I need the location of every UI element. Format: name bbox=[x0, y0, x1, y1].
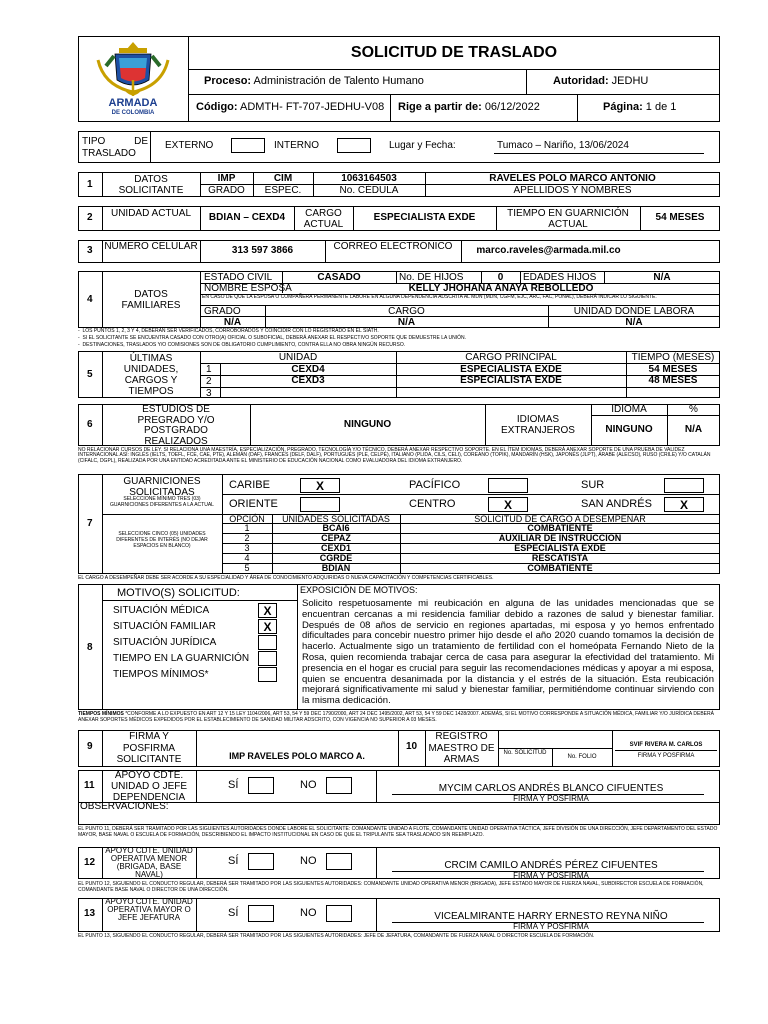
sur-label: SUR bbox=[581, 479, 605, 491]
section-4-number: 4 bbox=[87, 294, 93, 305]
apoyo-no-label: NO bbox=[300, 907, 317, 919]
maestro-armas-firma[interactable]: SVIF RIVERA M. CARLOS bbox=[629, 742, 703, 748]
section-2-label: UNIDAD ACTUAL bbox=[110, 208, 191, 219]
idioma-header: IDIOMA bbox=[611, 404, 647, 415]
opcion-number: 2 bbox=[244, 533, 250, 543]
pagina-field: Página: 1 de 1 bbox=[603, 101, 677, 113]
apoyo-12-firma-label: FIRMA Y POSFIRMA bbox=[513, 871, 589, 880]
cargo-note: EL CARGO A DESEMPEÑAR DEBE SER ACORDE A SU ESPECIALIDAD Y ÁREA DE CONOCIMIENTO ADQUIRIDAS O NUEVA CAPACITACIÓN Y COMPETENCIAS CERTIFICABLES. bbox=[78, 575, 494, 581]
apoyo-12-firma[interactable]: CRCIM CAMILO ANDRÉS PÉREZ CIFUENTES bbox=[444, 860, 658, 871]
esposa-unidad-label: UNIDAD DONDE LABORA bbox=[573, 306, 695, 317]
motivo-minimos-checkbox[interactable] bbox=[258, 667, 277, 682]
solicitante-cedula[interactable]: 1063164503 bbox=[341, 173, 397, 184]
proceso-field: Proceso: Administración de Talento Humano bbox=[204, 75, 424, 87]
apoyo-si-label: SÍ bbox=[228, 855, 239, 867]
centro-checkbox[interactable]: X bbox=[488, 497, 528, 512]
apoyo-si-label: SÍ bbox=[228, 779, 239, 791]
esposa-note: EN CASO DE QUE LA ESPOSA O COMPAÑERA PERMANENTE LABORE EN ALGUNA DEPENDENCIA ADSCRITA AL MDN (MDN, CGFM, EJC, ARC, FAC, PONAL), DEBERÁ INDICAR LO SIGUIENTE. bbox=[202, 294, 657, 300]
cargo-actual-label: CARGO ACTUAL bbox=[303, 208, 344, 230]
oriente-label: ORIENTE bbox=[229, 498, 278, 510]
ultimas-unidad-header: UNIDAD bbox=[278, 352, 318, 363]
hijos-value[interactable]: 0 bbox=[497, 272, 504, 283]
exposicion-text[interactable]: Solicito respetuosamente mi reubicación en alguna de las unidades mencionadas que se encuentran cercanas a mi residencia familiar debido a razones de salud y bienestar familiar. Después de 08 años de servicio en regiones apartadas, mi esposa y yo hemos enfrentado dificultades para concebir nuestro primer hijo desde el año 2020 cuando tomamos la decisión de hacerlo. Actualmente sigo un tratamiento de fertilidad con el homeópata Fernando Nieto de la Rosa, quien recomienda trabajar cerca de casa para asegurar la efectividad del tratamiento. Mi presencia en el hogar es crucial para seguir las recomendaciones médicas y apoyar a mi esposa, quien se encuentra desanimada por la distancia y el estrés de la situación. Esta reubicación mejorará significativamente mi salud y bienestar familiar, permitiéndome continuar sirviendo con la misma dedicación. bbox=[302, 598, 714, 707]
estudios-value[interactable]: NINGUNO bbox=[343, 419, 392, 430]
section-12-number: 12 bbox=[84, 857, 96, 868]
esposa-grado-label: GRADO bbox=[204, 306, 241, 317]
apoyo-no-checkbox[interactable] bbox=[326, 905, 352, 922]
motivo-juridica-checkbox[interactable] bbox=[258, 635, 277, 650]
section-7-number: 7 bbox=[87, 518, 93, 529]
apoyo-si-label: SÍ bbox=[228, 907, 239, 919]
unidad-solicitada[interactable]: BDIAN bbox=[321, 563, 351, 573]
interno-checkbox[interactable] bbox=[337, 138, 371, 153]
table-row-number: 2 bbox=[206, 376, 212, 387]
motivo-guarnicion-label: TIEMPO EN LA GUARNICIÓN bbox=[113, 653, 250, 664]
section-1-label: DATOS SOLICITANTE bbox=[118, 174, 184, 196]
observaciones-label[interactable]: OBSERVACIONES: bbox=[80, 801, 169, 812]
cargo-solicitado[interactable]: AUXILIAR DE INSTRUCCION bbox=[498, 533, 622, 543]
solicitante-nombre[interactable]: RAVELES POLO MARCO ANTONIO bbox=[489, 173, 656, 184]
no-folio-label: No. FOLIO bbox=[567, 754, 597, 760]
cargo-actual[interactable]: ESPECIALISTA EXDE bbox=[373, 212, 476, 223]
centro-label: CENTRO bbox=[409, 498, 456, 510]
pacifico-checkbox[interactable] bbox=[488, 478, 528, 493]
grado-header: GRADO bbox=[208, 185, 245, 196]
hijos-label: No. DE HIJOS bbox=[399, 272, 464, 283]
apoyo-si-checkbox[interactable] bbox=[248, 853, 274, 870]
apoyo-13-firma-label: FIRMA Y POSFIRMA bbox=[513, 922, 589, 931]
sel-tres-note: SELECCIONE MÍNIMO TRES (03) GUARNICIONES DIFERENTES A LA ACTUAL bbox=[110, 496, 214, 508]
motivos-label: MOTIVO(S) SOLICITUD: bbox=[117, 587, 240, 599]
ultimas-unidad[interactable]: CEXD3 bbox=[291, 375, 325, 386]
table-row-number: 3 bbox=[206, 388, 212, 399]
apoyo-si-checkbox[interactable] bbox=[248, 777, 274, 794]
pct-header: % bbox=[689, 404, 698, 415]
unidades-header: UNIDADES SOLICITADAS bbox=[282, 514, 390, 524]
section-7-label: GUARNICIONES SOLICITADAS bbox=[123, 476, 201, 498]
logo-text: ARMADA bbox=[108, 97, 158, 109]
section-2-number: 2 bbox=[87, 212, 93, 223]
lugar-label: Lugar y Fecha: bbox=[389, 140, 456, 151]
lugar-value[interactable]: Tumaco – Nariño, 13/06/2024 bbox=[497, 140, 629, 151]
unidad-solicitada[interactable]: CEXD1 bbox=[320, 543, 351, 553]
note-line: - LOS PUNTOS 1, 2, 3 Y 4, DEBERÁN SER VERIFICADOS, CORROBORADOS Y COINCIDIR CON LO REGISTRADO EN EL SIATH. bbox=[78, 328, 379, 334]
punto-12-note: EL PUNTO 12, SIGUIENDO EL CONDUCTO REGULAR, DEBERÁ SER TRAMITADO POR LAS SIGUIENTES AUTORIDADES: COMANDANTE UNIDAD OPERATIVA MENOR (BRIGADA), JEFE ESTADO MAYOR DE FUERZA NAVAL, SUBDIRECTOR ESCUELA DE FORMACIÓN, COMANDANTE BASE NAVAL O DIRECTOR DE UNA DIRECCIÓN. bbox=[78, 881, 704, 893]
note-line: - DESTINACIONES, TRASLADOS Y/O COMISIONES SON DE OBLIGATORIO CUMPLIMIENTO, CONTRA ELLA NO OBRA NINGÚN RECURSO. bbox=[78, 342, 406, 348]
anchor-emblem-icon bbox=[84, 40, 182, 98]
form-title: SOLICITUD DE TRASLADO bbox=[350, 44, 558, 61]
pacifico-label: PACÍFICO bbox=[409, 479, 461, 491]
section-13-label: APOYO CDTE. UNIDAD OPERATIVA MAYOR O JEFE JEFATURA bbox=[105, 897, 193, 922]
sanandres-checkbox[interactable]: X bbox=[664, 497, 704, 512]
interno-label: INTERNO bbox=[274, 140, 319, 151]
estado-civil[interactable]: CASADO bbox=[317, 272, 361, 283]
cargo-solicitado[interactable]: RESCATISTA bbox=[531, 553, 589, 563]
section-1-number: 1 bbox=[87, 179, 93, 190]
edades-label: EDADES HIJOS bbox=[523, 272, 597, 283]
esposa-label: NOMBRE ESPOSA bbox=[204, 283, 292, 294]
section-3-label: NÚMERO CELULAR bbox=[104, 241, 198, 252]
exposicion-label: EXPOSICIÓN DE MOTIVOS: bbox=[300, 585, 418, 595]
tiempo-guarnicion-label: TIEMPO EN GUARNICIÓN ACTUAL bbox=[507, 208, 629, 230]
edades-value[interactable]: N/A bbox=[653, 272, 671, 283]
nombre-header: APELLIDOS Y NOMBRES bbox=[513, 185, 632, 196]
apoyo-no-label: NO bbox=[300, 779, 317, 791]
solicitante-firma[interactable]: IMP RAVELES POLO MARCO A. bbox=[229, 751, 365, 761]
armada-logo bbox=[84, 40, 182, 118]
idioma-value[interactable]: NINGUNO bbox=[605, 424, 653, 435]
idiomas-label: IDIOMAS EXTRANJEROS bbox=[501, 414, 575, 436]
apoyo-no-label: NO bbox=[300, 855, 317, 867]
section-10-number: 10 bbox=[405, 741, 418, 752]
section-10-label: REGISTRO MAESTRO DE ARMAS bbox=[428, 731, 495, 765]
table-row-number: 1 bbox=[206, 364, 212, 375]
unidad-solicitada[interactable]: BCAI6 bbox=[322, 523, 350, 533]
unidad-solicitada[interactable]: CEPAZ bbox=[321, 533, 351, 543]
cargo-solicitado[interactable]: COMBATIENTE bbox=[527, 523, 593, 533]
section-13-number: 13 bbox=[84, 908, 96, 919]
celular-value[interactable]: 313 597 3866 bbox=[231, 245, 294, 256]
esposa-value[interactable]: KELLY JHOHANA ANAYA REBOLLEDO bbox=[408, 283, 594, 294]
ultimas-tiempo[interactable]: 48 MESES bbox=[648, 375, 698, 386]
section-5-label: ÚLTIMAS UNIDADES, CARGOS Y TIEMPOS bbox=[123, 353, 179, 397]
solicitud-cargo-header: SOLICITUD DE CARGO A DESEMPEÑAR bbox=[474, 514, 646, 524]
section-12-label: APOYO CDTE. UNIDAD OPERATIVA MENOR (BRIGADA, BASE NAVAL) bbox=[105, 846, 193, 879]
cedula-header: No. CÉDULA bbox=[339, 185, 399, 196]
maestro-firma-label: FIRMA Y POSFIRMA bbox=[637, 753, 695, 759]
section-9-number: 9 bbox=[87, 741, 93, 752]
apoyo-13-firma[interactable]: VICEALMIRANTE HARRY ERNESTO REYNA NIÑO bbox=[434, 911, 668, 922]
tiempos-note: TIEMPOS MÍNIMOS *CONFORME A LO EXPUESTO EN ART 12 Y 15 LEY 1104/2006, ART 53, 54 Y 59 DEC 1790/2000, ART 24 DEC 1495/2002, ART 53, 54 Y 59 DEC 1428/2007. ADEMÁS, SI EL MOTIVO CORRESPONDE A SITUACIÓN MÉDICA, FAMILIAR Y/O JURÍDICA DEBERÁ ANEXAR SOPORTES MÉDICOS EXPEDIDOS POR EL ESTABLECIMIENTO DE SANIDAD MILITAR ADSCRITO, CON VIGENCIA NO SUPERIOR A 03 MESES. bbox=[78, 711, 714, 723]
correo-value[interactable]: marco.raveles@armada.mil.co bbox=[476, 245, 621, 256]
rige-field: Rige a partir de: 06/12/2022 bbox=[398, 101, 540, 113]
solicitante-grado[interactable]: IMP bbox=[217, 173, 236, 184]
section-6-label: ESTUDIOS DE PREGRADO Y/O POSTGRADO REALIZADOS bbox=[137, 404, 215, 447]
ultimas-cargo[interactable]: ESPECIALISTA EXDE bbox=[460, 364, 562, 375]
unidad-actual[interactable]: BDIAN – CEXD4 bbox=[208, 212, 286, 223]
pct-value[interactable]: N/A bbox=[684, 424, 703, 435]
motivo-medica-label: SITUACIÓN MÉDICA bbox=[113, 605, 210, 616]
cargo-solicitado[interactable]: ESPECIALISTA EXDE bbox=[514, 543, 606, 553]
apoyo-11-firma[interactable]: MYCIM CARLOS ANDRÉS BLANCO CIFUENTES bbox=[438, 783, 664, 794]
estado-civil-label: ESTADO CIVIL bbox=[204, 272, 273, 283]
section-9-label: FIRMA Y POSFIRMA SOLICITANTE bbox=[116, 731, 182, 765]
sel-cinco-note: SELECCIONE CINCO (05) UNIDADES DIFERENTES DE INTERÉS (NO DEJAR ESPACIOS EN BLANCO) bbox=[116, 531, 208, 549]
autoridad-field: Autoridad: JEDHU bbox=[553, 75, 649, 87]
tiempo-guarnicion[interactable]: 54 MESES bbox=[655, 212, 705, 223]
section-8-number: 8 bbox=[87, 642, 93, 653]
motivo-juridica-label: SITUACIÓN JURÍDICA bbox=[113, 637, 217, 648]
opcion-number: 1 bbox=[244, 523, 250, 533]
ultimas-tiempo[interactable]: 54 MESES bbox=[648, 364, 698, 375]
opcion-number: 3 bbox=[244, 543, 250, 553]
motivo-familiar-label: SITUACIÓN FAMILIAR bbox=[113, 621, 216, 632]
ultimas-unidad[interactable]: CEXD4 bbox=[291, 364, 325, 375]
cargo-solicitado[interactable]: COMBATIENTE bbox=[527, 563, 593, 573]
motivo-medica-checkbox[interactable]: X bbox=[258, 603, 277, 618]
section-4-label: DATOS FAMILIARES bbox=[121, 289, 181, 311]
apoyo-si-checkbox[interactable] bbox=[248, 905, 274, 922]
espec-header: ESPEC. bbox=[264, 185, 302, 196]
solicitante-espec[interactable]: CIM bbox=[273, 173, 293, 184]
note-line: - SI EL SOLICITANTE SE ENCUENTRA CASADO CON OTRO(A) OFICIAL O SUBOFICIAL, DEBERÁ ANEXAR EL RESPECTIVO SOPORTE QUE DEMUESTRE LA UNIÓN. bbox=[78, 335, 466, 341]
caribe-label: CARIBE bbox=[229, 479, 270, 491]
section-11-label: APOYO CDTE. UNIDAD O JEFE DEPENDENCIA bbox=[110, 770, 188, 803]
estudios-note: NO RELACIONAR CURSOS DE LEY. SI RELACIONA UNA MAESTRÍA, ESPECIALIZACIÓN, PREGRADO, TECNOLOGÍA Y/O TÉCNICO, DEBERÁ ANEXAR RESPECTIVO SOPORTE. EN EL ÍTEM IDIOMAS, DEBERÁ ANEXAR SOPORTE DE UNA PRUEBA DE VALIDEZ INTERNACIONAL ASÍ: INGLÉS (IELTS, TOEFL, FCE, CAE, PTE), ALEMÁN (DAF), FRANCÉS (DELF, DALF), PORTUGUÉS (PLE, CELPE), ITALIANO (PLIDA, CILS, CELI), COREANO (TOPIK), MANDARÍN (HSK), JAPONÉS (JLPT), ÁRABE (ALECSO), RUSO (CRILE) Y/O CATALÁN (CIFALC, DGPL), REALIZADA POR UNA ENTIDAD ACREDITADA ANTE EL MINISTERIO DE EDUCACIÓN NACIONAL COMO EVALUADORA DEL IDIOMA EXTRANJERO. bbox=[78, 447, 711, 464]
logo-subtext: DE COLOMBIA bbox=[111, 110, 155, 116]
ultimas-tiempo-header: TIEMPO (MESES) bbox=[631, 352, 715, 363]
sanandres-label: SAN ANDRÉS bbox=[581, 498, 652, 510]
punto-11-note: EL PUNTO 11, DEBERÁ SER TRAMITADO POR LAS SIGUIENTES AUTORIDADES DONDE LABORE EL SOLICITANTE: COMANDANTE UNIDAD A FLOTE, COMANDANTE UNIDAD OPERATIVA TÁCTICA, JEFE DIVISIÓN DE UNA DIRECCIÓN, JEFE DEPARTAMENTO DEL ESTADO MAYOR, BASE NAVAL O ESCUELA DE FORMACIÓN, DESCRIBIENDO EL IMPACTO INSTITUCIONAL EN CASO DE QUE EL TRIPULANTE SEA TRASLADADO SIN REEMPLAZO. bbox=[78, 826, 718, 838]
codigo-field: Código: ADMTH- FT-707-JEDHU-V08 bbox=[196, 101, 385, 113]
no-solicitud-label: No. SOLICITUD bbox=[503, 750, 547, 756]
esposa-grado[interactable]: N/A bbox=[223, 317, 242, 328]
correo-label: CORREO ELECTRÓNICO bbox=[333, 241, 453, 252]
section-3-number: 3 bbox=[87, 245, 93, 256]
tipo-label: TIPO DE TRASLADO bbox=[82, 136, 148, 159]
opcion-number: 5 bbox=[244, 563, 250, 573]
section-6-number: 6 bbox=[87, 419, 93, 430]
apoyo-11-firma-label: FIRMA Y POSFIRMA bbox=[513, 794, 589, 803]
motivo-guarnicion-checkbox[interactable] bbox=[258, 651, 277, 666]
section-5-number: 5 bbox=[87, 369, 93, 380]
punto-13-note: EL PUNTO 13, SIGUIENDO EL CONDUCTO REGULAR, DEBERÁ SER TRAMITADO POR LAS SIGUIENTES AUTORIDADES: JEFE DE JEFATURA, COMANDANTE DE FUERZA NAVAL O DIRECTOR ESCUELA DE FORMACIÓN. bbox=[78, 933, 595, 939]
apoyo-no-checkbox[interactable] bbox=[326, 777, 352, 794]
esposa-cargo-label: CARGO bbox=[388, 306, 425, 317]
motivo-familiar-checkbox[interactable]: X bbox=[258, 619, 277, 634]
caribe-checkbox[interactable]: X bbox=[300, 478, 340, 493]
oriente-checkbox[interactable] bbox=[300, 497, 340, 512]
externo-label: EXTERNO bbox=[165, 140, 214, 151]
section-11-number: 11 bbox=[84, 780, 95, 791]
ultimas-cargo[interactable]: ESPECIALISTA EXDE bbox=[460, 375, 562, 386]
opcion-number: 4 bbox=[244, 553, 250, 563]
esposa-unidad[interactable]: N/A bbox=[625, 317, 643, 328]
esposa-cargo[interactable]: N/A bbox=[397, 317, 416, 328]
sur-checkbox[interactable] bbox=[664, 478, 704, 493]
apoyo-no-checkbox[interactable] bbox=[326, 853, 352, 870]
unidad-solicitada[interactable]: CGRDE bbox=[319, 553, 353, 563]
opcion-header: OPCIÓN bbox=[229, 514, 265, 524]
externo-checkbox[interactable] bbox=[231, 138, 265, 153]
ultimas-cargo-header: CARGO PRINCIPAL bbox=[465, 352, 557, 363]
motivo-minimos-label: TIEMPOS MÍNIMOS* bbox=[113, 669, 209, 680]
